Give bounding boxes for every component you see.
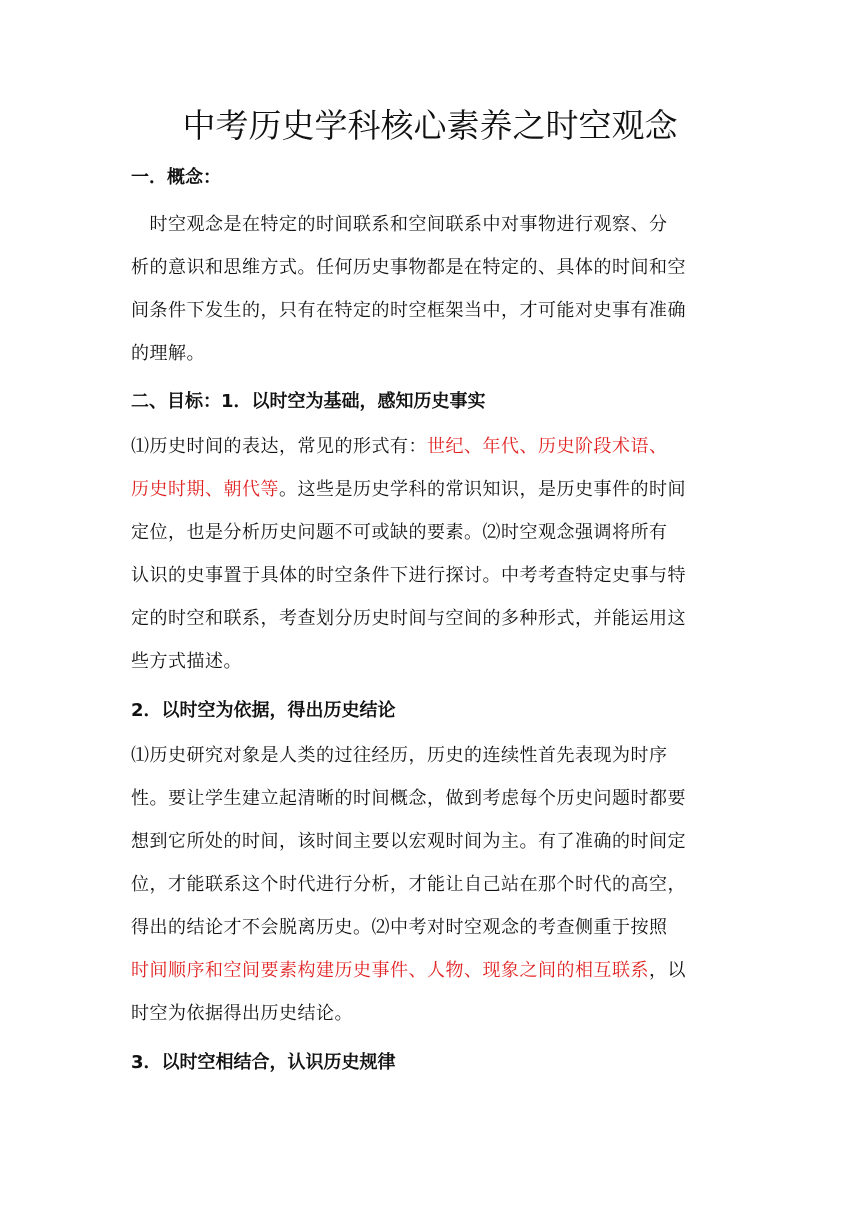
paragraph-line: 位，才能联系这个时代进行分析，才能让自己站在那个时代的高空， [131, 874, 686, 895]
paragraph-line [131, 475, 731, 501]
paragraph-line: 得出的结论才不会脱离历史。⑵中考对时空观念的考查侧重于按照 [131, 917, 668, 938]
section-heading-goal-3: 3．以时空相结合，认识历史规律 [131, 1052, 396, 1073]
paragraph-line: 时空观念是在特定的时间联系和空间联系中对事物进行观察、分 [131, 214, 668, 235]
text-run: ⑴历史时间的表达，常见的形式有： [131, 436, 427, 457]
page-title: 中考历史学科核心素养之时空观念 [182, 106, 678, 145]
highlighted-text: 世纪、年代、历史阶段术语、 [427, 436, 668, 457]
highlighted-text: 时间顺序和空间要素构建历史事件、人物、现象之间的相互联系 [131, 960, 649, 981]
paragraph-line: 析的意识和思维方式。任何历史事物都是在特定的、具体的时间和空 [131, 257, 686, 278]
section-heading-goal-1: 二、目标：1．以时空为基础，感知历史事实 [131, 391, 486, 412]
paragraph-line [131, 432, 731, 458]
text-run: ，以 [649, 960, 686, 981]
paragraph-line: 定的时空和联系，考查划分历史时间与空间的多种形式，并能运用这 [131, 608, 686, 629]
paragraph-line: 认识的史事置于具体的时空条件下进行探讨。中考考查特定史事与特 [131, 565, 686, 586]
paragraph-line: 性。要让学生建立起清晰的时间概念，做到考虑每个历史问题时都要 [131, 788, 686, 809]
section-heading-goal-2: 2．以时空为依据，得出历史结论 [131, 700, 396, 721]
paragraph-line: ⑴历史研究对象是人类的过往经历，历史的连续性首先表现为时序 [131, 745, 668, 766]
paragraph-line: 些方式描述。 [131, 651, 242, 672]
section-heading-concept: 一．概念： [131, 167, 221, 188]
paragraph-line: 的理解。 [131, 343, 205, 364]
paragraph-line: 定位，也是分析历史问题不可或缺的要素。⑵时空观念强调将所有 [131, 522, 668, 543]
text-run: 。这些是历史学科的常识知识，是历史事件的时间 [279, 479, 686, 500]
paragraph-line: 想到它所处的时间，该时间主要以宏观时间为主。有了准确的时间定 [131, 831, 686, 852]
paragraph-line: 时空为依据得出历史结论。 [131, 1003, 353, 1024]
paragraph-line [131, 956, 731, 982]
highlighted-text: 历史时期、朝代等 [131, 479, 279, 500]
paragraph-line: 间条件下发生的，只有在特定的时空框架当中，才可能对史事有准确 [131, 300, 686, 321]
